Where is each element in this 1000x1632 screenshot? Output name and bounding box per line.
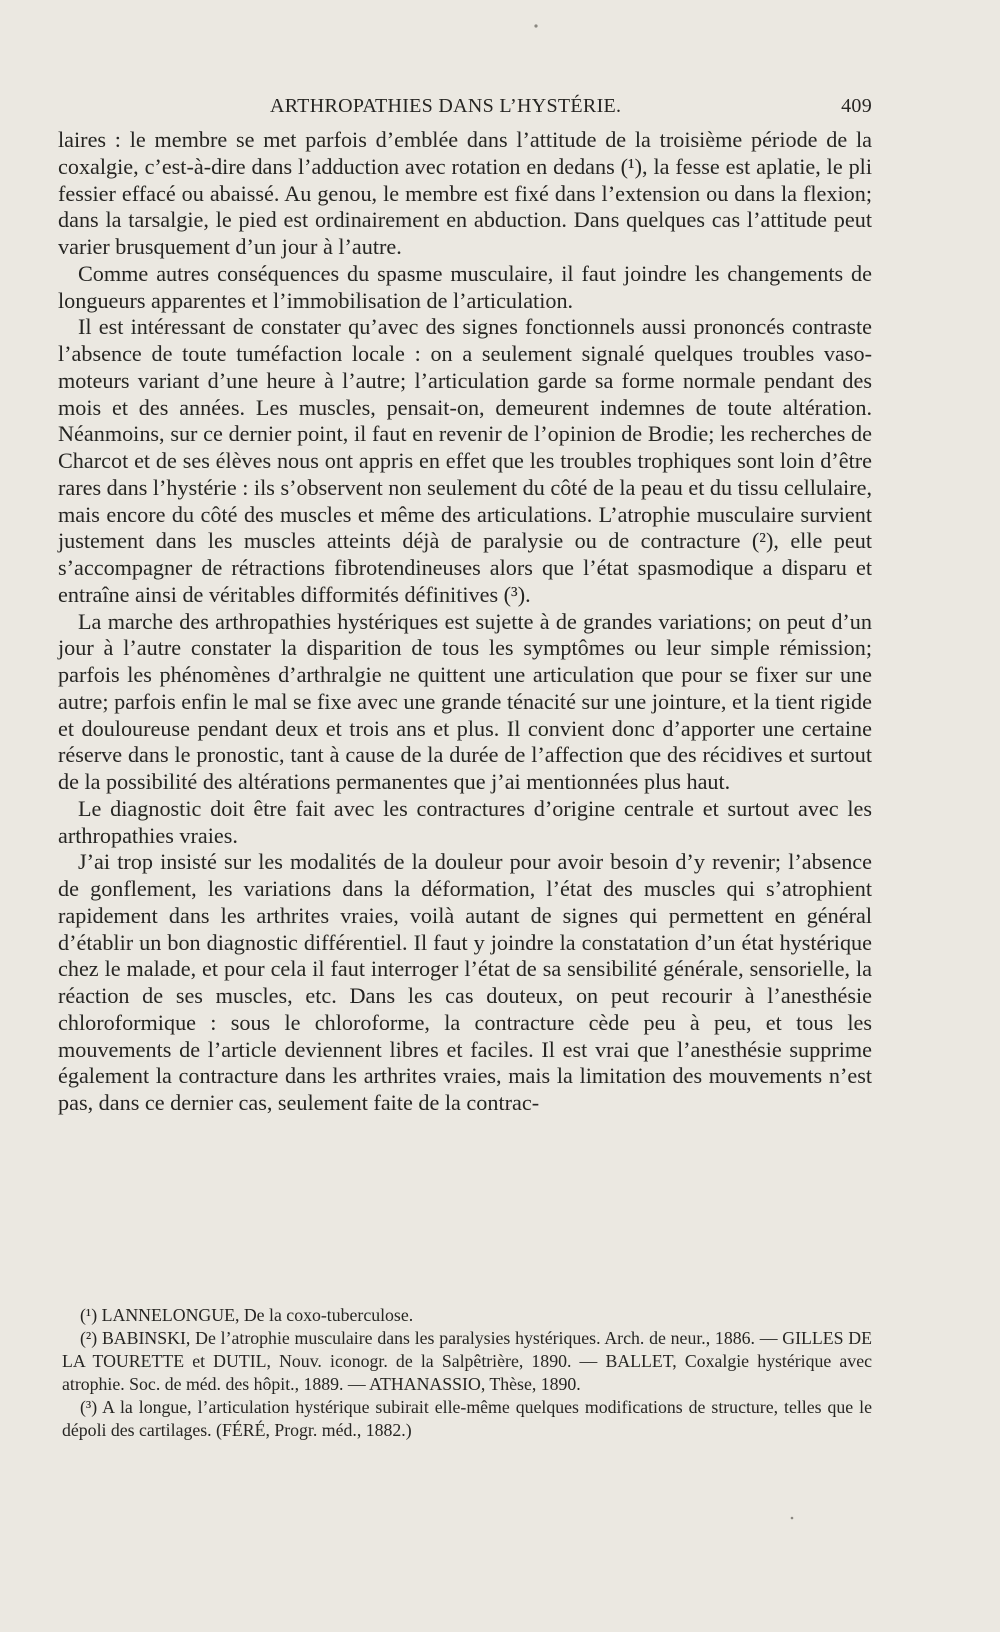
running-title: ARTHROPATHIES DANS L’HYSTÉRIE. [270,95,622,117]
paragraph-1: laires : le membre se met parfois d’emblée dans l’attitude de la troisième période de la coxalgie, c’est-à-dire dans l’adduction avec rotation en dedans (¹), la fesse est aplatie, le pli fessier effacé ou abaissé. Au genou, le membre est fixé dans l’extension ou dans la flexion; dans la tarsalgie, le pied est ordinairement en abduction. Dans quelques cas l’attitude peut varier brusquement d’un jour à l’autre. [58,127,872,259]
footnote-2: (²) BABINSKI, De l’atrophie musculaire dans les paralysies hystériques. Arch. de neur., 1886. — GILLES DE LA TOURETTE et DUTIL, Nouv. iconogr. de la Salpêtrière, 1890. — BALLET, Coxalgie hystérique avec atrophie. Soc. de méd. des hôpit., 1889. — ATHANASSIO, Thèse, 1890. [62,1328,872,1394]
paragraph-3: Il est intéressant de constater qu’avec des signes fonctionnels aussi prononcés contraste l’absence de toute tuméfaction locale : on a seulement signalé quelques troubles vaso-moteurs variant d’une heure à l’autre; l’articulation garde sa forme normale pendant des mois et des années. Les muscles, pensait-on, demeurent indemnes de toute altération. Néanmoins, sur ce dernier point, il faut en revenir de l’opinion de Brodie; les recherches de Charcot et de ses élèves nous ont appris en effet que les troubles trophiques sont loin d’être rares dans l’hystérie : ils s’observent non seulement du côté de la peau et du tissu cellulaire, mais encore du côté des muscles et même des articulations. L’atrophie musculaire survient justement dans les muscles atteints déjà de paralysie ou de contracture (²), elle peut s’accompagner de rétractions fibrotendineuses alors que l’état spasmodique a disparu et entraîne ainsi de véritables difformités définitives (³). [58,314,872,607]
footnote-1: (¹) LANNELONGUE, De la coxo-tuberculose. [80,1305,414,1325]
paragraph-4: La marche des arthropathies hystériques est sujette à de grandes variations; on peut d’un jour à l’autre constater la disparition de tous les symptômes ou leur simple rémission; parfois les phénomènes d’arthralgie ne quittent une articulation que pour se fixer sur une autre; parfois enfin le mal se fixe avec une grande ténacité sur une jointure, et la tient rigide et douloureuse pendant deux et trois ans et plus. Il convient donc d’apporter une certaine réserve dans le pronostic, tant à cause de la durée de l’affection que des récidives et surtout de la possibilité des altérations permanentes que j’ai mentionnées plus haut. [58,608,872,794]
paragraph-2: Comme autres conséquences du spasme musculaire, il faut joindre les changements de longueurs apparentes et l’immobilisation de l’articulation. [58,260,872,313]
paragraph-5: Le diagnostic doit être fait avec les contractures d’origine centrale et surtout avec les arthropathies vraies. [58,795,872,848]
footnote-3: (³) A la longue, l’articulation hystérique subirait elle-même quelques modifications de structure, telles que le dépoli des cartilages. (FÉRÉ, Progr. méd., 1882.) [62,1397,872,1440]
page-number: 409 [841,95,872,117]
paragraph-6: J’ai trop insisté sur les modalités de la douleur pour avoir besoin d’y revenir; l’absence de gonflement, les variations dans la déformation, l’état des muscles qui s’atrophient rapidement dans les arthrites vraies, voilà autant de signes qui permettent en général d’établir un bon diagnostic différentiel. Il faut y joindre la constatation d’un état hystérique chez le malade, et pour cela il faut interroger l’état de sa sensibilité générale, sensorielle, la réaction de ses muscles, etc. Dans les cas douteux, on peut recourir à l’anesthésie chloroformique : sous le chloroforme, la contracture cède peu à peu, et tous les mouvements de l’article deviennent libres et faciles. Il est vrai que l’anesthésie supprime également la contracture dans les arthrites vraies, mais la limitation des mouvements n’est pas, dans ce dernier cas, seulement faite de la contrac- [58,849,872,1115]
